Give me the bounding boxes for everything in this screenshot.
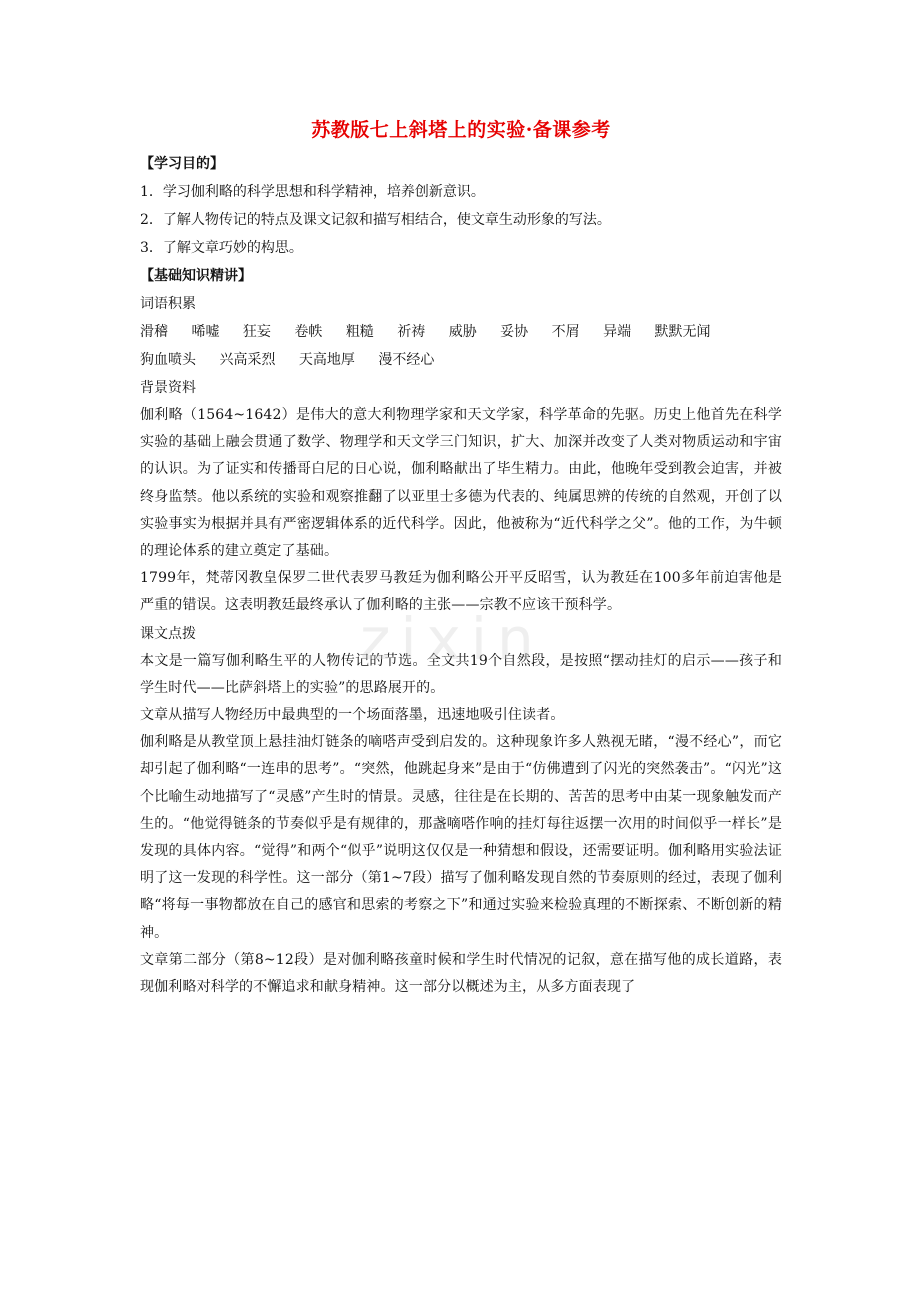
vocab-word: 滑稽 <box>140 324 168 340</box>
vocab-word: 狂妄 <box>242 324 271 340</box>
subheading-lesson: 课文点拨 <box>140 625 196 642</box>
document-title: 苏教版七上斜塔上的实验·备课参考 <box>311 119 611 141</box>
goal-item: 3．了解文章巧妙的构思。 <box>140 240 303 256</box>
lesson-paragraph: 文章从描写人物经历中最典型的一个场面落墨，迅速地吸引住读者。 <box>140 707 565 724</box>
vocab-word: 祈祷 <box>397 324 426 340</box>
vocab-word: 卷帙 <box>294 324 323 340</box>
lesson-paragraph: 伽利略是从教堂顶上悬挂油灯链条的嘀嗒声受到启发的。这种现象许多人熟视无睹，“漫不经心”，而它却引起了伽利略“一连串的思考”。“突然，他跳起身来”是由于“仿佛遭到了闪光的突然袭击”。“闪光”这个比喻生动地描写了“灵感”产生时的情景。灵感，往往是在长期的、苦苦的思考中由某一现象触发而产生的。“他觉得链条的节奏似乎是有规律的，那盏嘀嗒作响的挂灯每往返摆一次用的时间似乎一样长”是发现的具体内容。“觉得”和两个“似乎”说明这仅仅是一种猜想和假设，还需要证明。伽利略用实验法证明了这一发现的科学性。这一部分（第1~7段）描写了伽利略发现自然的节奏原则的经过，表现了伽利略“将每一事物都放在自己的感官和思索的考察之下”和通过实验来检验真理的不断探索、不断创新的精神。 <box>140 734 782 941</box>
vocab-word: 威胁 <box>448 324 477 340</box>
vocab-word: 狗血喷头 <box>140 352 196 368</box>
goal-item: 2．了解人物传记的特点及课文记叙和描写相结合，使文章生动形象的写法。 <box>140 212 611 228</box>
vocab-word: 妥协 <box>500 324 529 340</box>
watermark: zixin <box>360 605 544 673</box>
lesson-paragraph: 文章第二部分（第8~12段）是对伽利略孩童时候和学生时代情况的记叙，意在描写他的成长道路，表现伽利略对科学的不懈追求和献身精神。这一部分以概述为主，从多方面表现了 <box>140 951 782 996</box>
vocab-word: 粗糙 <box>345 324 374 340</box>
section-heading-basics: 【基础知识精讲】 <box>140 268 252 284</box>
vocab-word: 天高地厚 <box>298 352 355 368</box>
subheading-background: 背景资料 <box>140 380 196 396</box>
goal-item: 1．学习伽利略的科学思想和科学精神，培养创新意识。 <box>140 184 485 200</box>
vocab-list <box>140 318 782 374</box>
lesson-paragraph: 本文是一篇写伽利略生平的人物传记的节选。全文共19个自然段，是按照“摆动挂灯的启示——孩子和学生时代——比萨斜塔上的实验”的思路展开的。 <box>140 652 782 696</box>
section-heading-goals: 【学习目的】 <box>140 156 224 172</box>
background-paragraph: 伽利略（1564~1642）是伟大的意大利物理学家和天文学家，科学革命的先驱。历史上他首先在科学实验的基础上融会贯通了数学、物理学和天文学三门知识，扩大、加深并改变了人类对物质运动和宇宙的认识。为了证实和传播哥白尼的日心说，伽利略献出了毕生精力。由此，他晚年受到教会迫害，并被终身监禁。他以系统的实验和观察推翻了以亚里士多德为代表的、纯属思辨的传统的自然观，开创了以实验事实为根据并具有严密逻辑体系的近代科学。因此，他被称为“近代科学之父”。他的工作，为牛顿的理论体系的建立奠定了基础。 <box>140 407 782 560</box>
vocab-word: 漫不经心 <box>378 352 435 368</box>
vocab-word: 异端 <box>603 324 632 340</box>
vocab-word: 不屑 <box>551 324 580 340</box>
vocab-word: 兴高采烈 <box>219 352 276 368</box>
document-page <box>140 112 782 1001</box>
subheading-vocab: 词语积累 <box>140 296 196 312</box>
background-paragraph: 1799年，梵蒂冈教皇保罗二世代表罗马教廷为伽利略公开平反昭雪，认为教廷在100多年前迫害他是严重的错误。这表明教廷最终承认了伽利略的主张——宗教不应该干预科学。 <box>140 570 782 614</box>
vocab-word: 唏嘘 <box>191 324 220 340</box>
vocab-word: 默默无闻 <box>654 324 711 340</box>
